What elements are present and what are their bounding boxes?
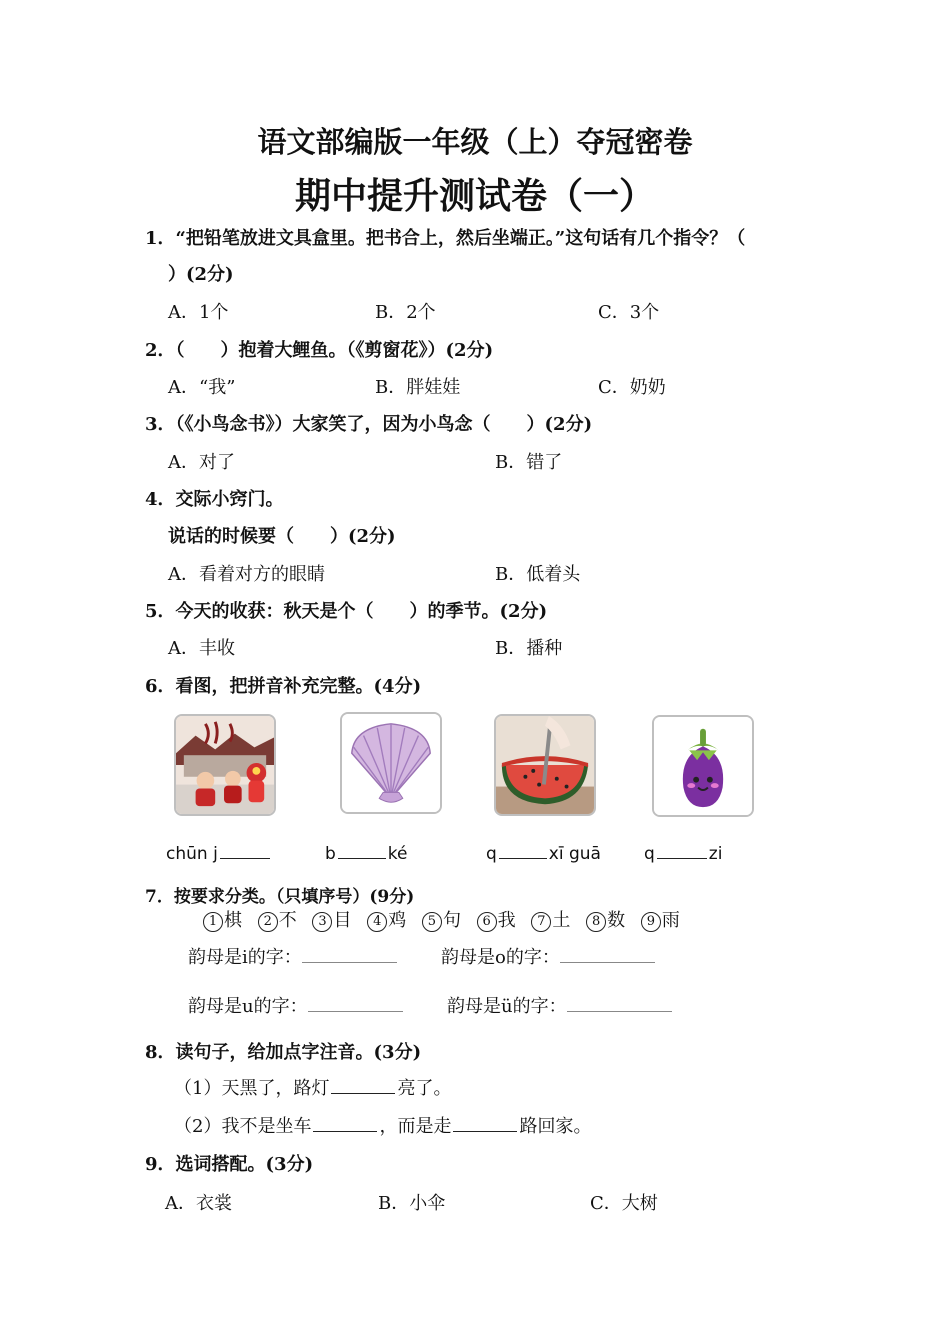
question-1-text-cont: ）(2分) <box>168 264 234 285</box>
character-item-2 <box>258 910 297 931</box>
question-1-option-a[interactable]: A．1个 <box>168 302 229 323</box>
question-4-option-b[interactable]: B．低着头 <box>495 564 581 585</box>
character: 鸡 <box>388 910 407 931</box>
sentence-2-blank-2[interactable] <box>453 1115 517 1132</box>
question-5-option-a[interactable]: A．丰收 <box>168 638 235 659</box>
character: 我 <box>497 910 516 931</box>
character-item-1 <box>203 910 242 931</box>
question-7-text: 7．按要求分类。（只填序号）(9分) <box>145 887 415 907</box>
classify-o-label: 韵母是o的字： <box>441 947 560 968</box>
pinyin-item-4-after: zi <box>708 844 723 864</box>
character-list <box>203 906 680 932</box>
sentence-2 <box>174 1112 591 1138</box>
watermelon-icon <box>494 714 596 816</box>
number-circle: 3 <box>312 912 332 932</box>
pinyin-blank-1[interactable] <box>220 842 270 859</box>
question-2-option-c[interactable]: C．奶奶 <box>598 377 666 398</box>
pinyin-item-1 <box>166 842 272 864</box>
eggplant-icon <box>652 715 754 817</box>
character: 土 <box>552 910 571 931</box>
number-circle: 7 <box>531 912 551 932</box>
classify-v-label: 韵母是ü的字： <box>447 996 567 1017</box>
character-item-4 <box>367 910 406 931</box>
character-item-8 <box>586 910 625 931</box>
sentence-2-part-b: ，而是走 <box>379 1116 452 1137</box>
classify-o <box>441 943 655 969</box>
question-2-text: 2．（ ）抱着大鲤鱼。（《剪窗花》）(2分) <box>145 340 494 361</box>
number-circle: 8 <box>586 912 606 932</box>
classify-i <box>188 943 397 969</box>
pinyin-blank-2[interactable] <box>338 842 386 859</box>
classify-o-blank[interactable] <box>560 946 655 963</box>
question-1-option-c[interactable]: C．3个 <box>598 302 660 323</box>
spring-festival-icon <box>174 714 276 816</box>
sentence-2-blank-1[interactable] <box>313 1115 377 1132</box>
pinyin-item-2-after: ké <box>387 844 408 864</box>
question-4-option-a[interactable]: A．看着对方的眼睛 <box>168 564 325 585</box>
number-circle: 4 <box>367 912 387 932</box>
sentence-1-blank[interactable] <box>331 1077 395 1094</box>
number-circle: 1 <box>203 912 223 932</box>
question-4-text: 4．交际小窍门。 <box>145 489 284 510</box>
classify-v-blank[interactable] <box>567 995 672 1012</box>
question-9-option-a[interactable]: A．衣裳 <box>165 1193 232 1214</box>
question-5-option-b[interactable]: B．播种 <box>495 638 563 659</box>
classify-u-blank[interactable] <box>308 995 403 1012</box>
number-circle: 6 <box>477 912 497 932</box>
pinyin-item-3-before: q <box>486 844 497 864</box>
exam-series-title: 语文部编版一年级（上）夺冠密卷 <box>257 125 693 159</box>
character: 目 <box>333 910 352 931</box>
number-circle: 5 <box>422 912 442 932</box>
question-4-subtext: 说话的时候要（ ）(2分) <box>168 526 396 547</box>
pinyin-item-2-before: b <box>325 844 336 864</box>
exam-title: 期中提升测试卷（一） <box>294 175 655 217</box>
character: 棋 <box>224 910 242 931</box>
question-1-option-b[interactable]: B．2个 <box>375 302 436 323</box>
question-8-text: 8．读句子，给加点字注音。(3分) <box>145 1042 422 1063</box>
character: 不 <box>278 910 297 931</box>
question-6-text: 6．看图，把拼音补充完整。(4分) <box>145 676 422 697</box>
pinyin-item-4-before: q <box>644 844 655 864</box>
question-2-option-a[interactable]: A．“我” <box>168 377 236 398</box>
pinyin-blank-4[interactable] <box>657 842 707 859</box>
classify-i-label: 韵母是i的字： <box>188 947 302 968</box>
number-circle: 9 <box>641 912 661 932</box>
question-9-option-c[interactable]: C．大树 <box>590 1193 658 1214</box>
classify-v <box>447 992 672 1018</box>
classify-u-label: 韵母是u的字： <box>188 996 308 1017</box>
pinyin-item-2 <box>325 842 408 864</box>
pinyin-item-3 <box>486 842 601 864</box>
number-circle: 2 <box>258 912 278 932</box>
pinyin-item-4 <box>644 842 722 864</box>
character-item-3 <box>312 910 351 931</box>
sentence-2-part-a: （2）我不是坐车 <box>174 1116 312 1137</box>
question-2-option-b[interactable]: B．胖娃娃 <box>375 377 461 398</box>
character: 雨 <box>661 910 680 931</box>
sentence-1-part-b: 亮了。 <box>397 1078 452 1099</box>
sentence-2-part-c: 路回家。 <box>519 1116 592 1137</box>
pinyin-item-3-after: xī guā <box>548 844 601 864</box>
question-3-option-a[interactable]: A．对了 <box>168 452 235 473</box>
question-9-option-b[interactable]: B．小伞 <box>378 1193 446 1214</box>
question-9-text: 9．选词搭配。(3分) <box>145 1154 314 1175</box>
character-item-9 <box>641 910 680 931</box>
question-1-text: 1．“把铅笔放进文具盒里。把书合上，然后坐端正。”这句话有几个指令？（ <box>145 228 746 249</box>
classify-i-blank[interactable] <box>302 946 397 963</box>
character-item-7 <box>531 910 570 931</box>
character-item-5 <box>422 910 461 931</box>
question-3-text: 3．（《小鸟念书》）大家笑了，因为小鸟念（ ）(2分) <box>145 414 593 435</box>
pinyin-item-1-before: chūn j <box>166 844 218 864</box>
question-5-text: 5．今天的收获：秋天是个（ ）的季节。(2分) <box>145 601 548 622</box>
sentence-1 <box>174 1074 451 1100</box>
shell-icon <box>340 712 442 814</box>
classify-u <box>188 992 403 1018</box>
sentence-1-part-a: （1）天黑了，路灯 <box>174 1078 330 1099</box>
character: 数 <box>607 910 626 931</box>
character: 句 <box>442 910 461 931</box>
character-item-6 <box>477 910 516 931</box>
question-3-option-b[interactable]: B．错了 <box>495 452 563 473</box>
pinyin-blank-3[interactable] <box>499 842 547 859</box>
